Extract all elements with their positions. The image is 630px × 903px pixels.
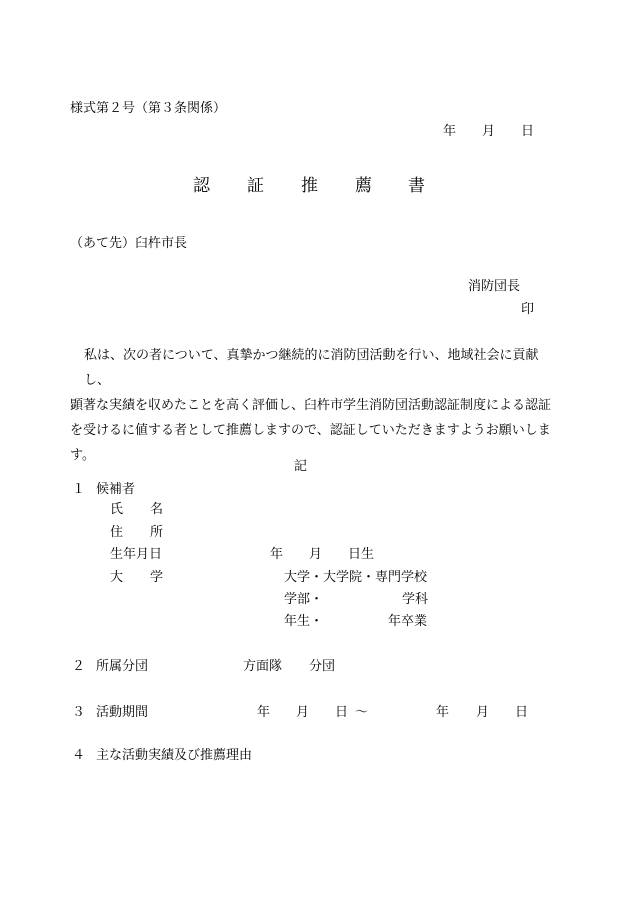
addressee: （あて先）臼杵市長 — [70, 236, 188, 251]
university-types: 大学・大学院・専門学校 — [284, 570, 428, 585]
seal-mark: 印 — [521, 302, 535, 317]
section-number: ４ — [72, 748, 86, 763]
birthdate-day: 日生 — [348, 547, 375, 562]
section-heading: 候補者 — [96, 482, 136, 497]
form-label: 様式第２号（第３条関係） — [70, 101, 227, 116]
sender-title: 消防団長 — [468, 279, 521, 294]
section-number: １ — [72, 482, 86, 497]
birthdate-label: 生年月日 — [110, 547, 163, 562]
period-start-month: 月 — [296, 705, 310, 720]
grade-label: 年生・ — [284, 614, 324, 629]
period-start-day: 日 — [335, 705, 349, 720]
university-label: 学 — [150, 570, 164, 585]
body-line: 顕著な実績を収めたことを高く評価し、臼杵市学生消防団活動認証制度による認証 — [70, 398, 552, 413]
date-month: 月 — [482, 124, 496, 139]
university-label: 大 — [110, 570, 124, 585]
section-heading: 主な活動実績及び推薦理由 — [96, 748, 253, 763]
period-end-day: 日 — [515, 705, 529, 720]
section-heading: 活動期間 — [96, 705, 149, 720]
period-end-month: 月 — [476, 705, 490, 720]
branch-label: 分団 — [309, 659, 336, 674]
period-tilde: ～ — [355, 705, 369, 720]
section-heading: 所属分団 — [96, 659, 149, 674]
name-label: 氏 — [110, 502, 124, 517]
faculty-label: 学部・ — [284, 592, 324, 607]
period-end-year: 年 — [436, 705, 450, 720]
graduation-label: 年卒業 — [388, 614, 428, 629]
title-char: 薦 — [355, 176, 372, 196]
title-char: 証 — [247, 176, 264, 196]
body-line: す。 — [70, 448, 95, 463]
birthdate-month: 月 — [309, 547, 323, 562]
period-start-year: 年 — [257, 705, 271, 720]
body-line: 私は、次の者について、真摯かつ継続的に消防団活動を行い、地域社会に貢献し、 — [84, 348, 539, 388]
title-char: 認 — [193, 176, 210, 196]
area-label: 方面隊 — [243, 659, 283, 674]
ki-heading: 記 — [294, 459, 308, 474]
address-label: 所 — [150, 525, 164, 540]
date-day: 日 — [521, 124, 535, 139]
body-line: を受けるに値する者として推薦しますので、認証していただきますようお願いしま — [70, 423, 551, 438]
title-char: 書 — [408, 176, 425, 196]
title-char: 推 — [301, 176, 318, 196]
body-paragraph — [70, 343, 564, 468]
section-number: ３ — [72, 705, 86, 720]
address-label: 住 — [110, 525, 124, 540]
department-label: 学科 — [402, 592, 429, 607]
section-number: ２ — [72, 659, 86, 674]
date-year: 年 — [443, 124, 457, 139]
name-label: 名 — [150, 502, 164, 517]
birthdate-year: 年 — [270, 547, 284, 562]
